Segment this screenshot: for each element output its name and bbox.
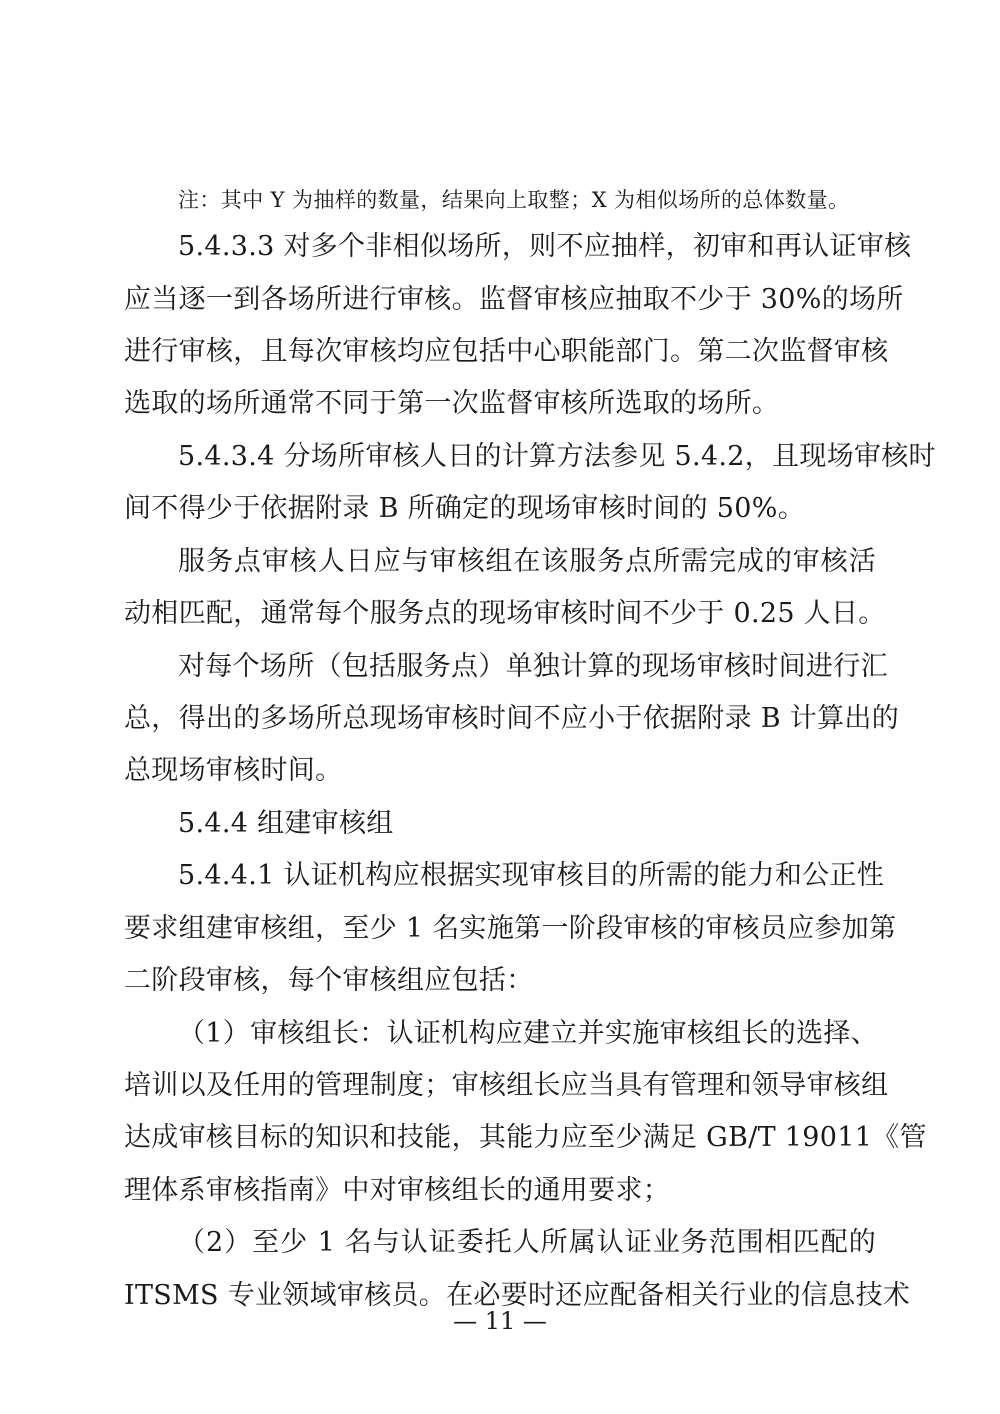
paragraph-line: 应当逐一到各场所进行审核。监督审核应抽取不少于 30%的场所 — [124, 284, 904, 315]
paragraph-line: 动相匹配，通常每个服务点的现场审核时间不少于 0.25 人日。 — [124, 598, 886, 629]
paragraph-line: 服务点审核人日应与审核组在该服务点所需完成的审核活 — [178, 546, 876, 577]
list-item-line: 理体系审核指南》中对审核组长的通用要求； — [124, 1175, 670, 1206]
list-item-line: 达成审核目标的知识和技能，其能力应至少满足 GB/T 19011《管 — [124, 1122, 927, 1153]
section-heading: 5.4.4 组建审核组 — [178, 808, 394, 839]
paragraph-line: 要求组建审核组，至少 1 名实施第一阶段审核的审核员应参加第 — [124, 913, 897, 944]
paragraph-line: 总现场审核时间。 — [124, 755, 343, 786]
paragraph-line: 间不得少于依据附录 B 所确定的现场审核时间的 50%。 — [124, 493, 805, 524]
paragraph-line: 进行审核，且每次审核均应包括中心职能部门。第二次监督审核 — [124, 336, 889, 367]
page-number: — 11 — — [453, 1307, 547, 1335]
paragraph-line: 选取的场所通常不同于第一次监督审核所选取的场所。 — [124, 388, 780, 419]
paragraph-line: 5.4.3.4 分场所审核人日的计算方法参见 5.4.2，且现场审核时 — [178, 441, 936, 472]
paragraph-line: 对每个场所（包括服务点）单独计算的现场审核时间进行汇 — [178, 651, 888, 682]
list-item-line: （2）至少 1 名与认证委托人所属认证业务范围相匹配的 — [178, 1227, 876, 1258]
list-item-line: ITSMS 专业领域审核员。在必要时还应配备相关行业的信息技术 — [124, 1280, 911, 1311]
paragraph-line: 二阶段审核，每个审核组应包括： — [124, 965, 534, 996]
list-item-line: 培训以及任用的管理制度；审核组长应当具有管理和领导审核组 — [124, 1070, 889, 1101]
paragraph-line: 总，得出的多场所总现场审核时间不应小于依据附录 B 计算出的 — [124, 703, 900, 734]
paragraph-line: 5.4.4.1 认证机构应根据实现审核目的所需的能力和公正性 — [178, 860, 885, 891]
list-item-line: （1）审核组长：认证机构应建立并实施审核组长的选择、 — [178, 1018, 878, 1049]
sampling-note: 注：其中 Y 为抽样的数量，结果向上取整；X 为相似场所的总体数量。 — [178, 188, 850, 212]
paragraph-line: 5.4.3.3 对多个非相似场所，则不应抽样，初审和再认证审核 — [178, 231, 912, 262]
